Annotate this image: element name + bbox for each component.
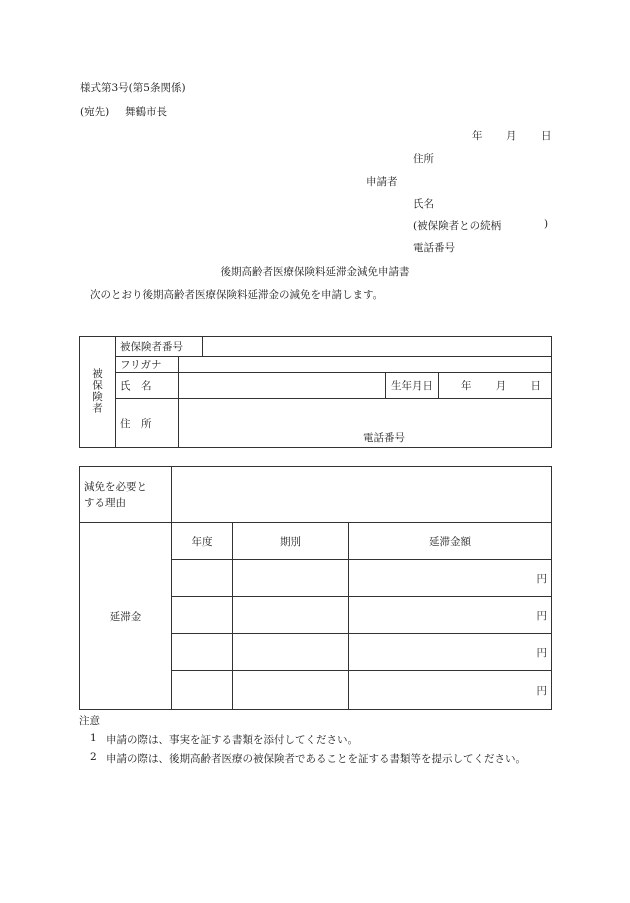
document-title: 後期高齢者医療保険料延滞金減免申請書 [220,266,410,278]
insured-name-field[interactable] [179,373,386,399]
column-late-fee-amount: 延滞金額 [349,523,552,560]
furigana-field[interactable] [179,357,552,373]
fiscal-year-field[interactable] [172,560,233,597]
amount-field[interactable] [349,671,552,710]
applicant-relation-label: (被保険者との続柄 [413,220,502,232]
fiscal-year-field[interactable] [172,597,233,634]
note-text: 申請の際は、事実を証する書類を添付してください。 [106,734,358,746]
yen-unit: 円 [536,572,547,585]
form-number: 様式第3号(第5条関係) [80,82,186,94]
notes-heading: 注意 [79,715,100,727]
amount-field[interactable] [349,634,552,671]
column-period: 期別 [233,523,349,560]
birth-month-label: 月 [495,380,507,392]
intro-text: 次のとおり後期高齢者医療保険料延滞金の減免を申請します。 [90,289,384,301]
yen-unit: 円 [536,684,547,697]
date-month-label: 月 [506,130,517,142]
fiscal-year-field[interactable] [172,634,233,671]
insured-name-label: 氏 名 [116,373,179,399]
yen-unit: 円 [536,646,547,659]
yen-unit: 円 [536,609,547,622]
period-field[interactable] [233,634,349,671]
insured-address-field[interactable] [179,399,552,448]
insured-section-label: 被保険者 [80,337,116,448]
late-fee-table [79,466,552,710]
late-fee-label: 延滞金 [80,523,172,710]
fiscal-year-field[interactable] [172,671,233,710]
addressee-prefix: (宛先) [80,106,110,118]
reason-label: 減免を必要と する理由 [80,467,172,523]
period-field[interactable] [233,671,349,710]
note-text: 申請の際は、後期高齢者医療の被保険者であることを証する書類等を提示してください。 [106,753,526,765]
applicant-phone-label: 電話番号 [413,242,455,254]
reason-field[interactable] [172,467,552,523]
applicant-name-label: 氏名 [413,198,434,210]
birth-year-label: 年 [461,380,472,392]
insured-number-label: 被保険者番号 [116,337,203,357]
amount-field[interactable] [349,560,552,597]
birth-date-label: 生年月日 [386,373,439,399]
period-field[interactable] [233,560,349,597]
column-fiscal-year: 年度 [172,523,233,560]
amount-field[interactable] [349,597,552,634]
date-year-label: 年 [472,130,483,142]
addressee: 舞鶴市長 [125,106,167,118]
insured-phone-label: 電話番号 [363,432,405,444]
period-field[interactable] [233,597,349,634]
insured-table [79,336,552,448]
birth-day-label: 日 [530,380,541,392]
furigana-label: フリガナ [116,357,179,373]
applicant-address-label: 住所 [413,153,434,165]
insured-address-label: 住 所 [116,399,179,448]
insured-number-field[interactable] [203,337,552,357]
birth-date-field[interactable] [439,373,552,399]
date-day-label: 日 [541,130,552,142]
applicant-relation-close: ) [544,218,549,230]
note-number: 1 [90,732,97,744]
note-number: 2 [90,751,97,763]
applicant-label: 申請者 [366,176,398,188]
